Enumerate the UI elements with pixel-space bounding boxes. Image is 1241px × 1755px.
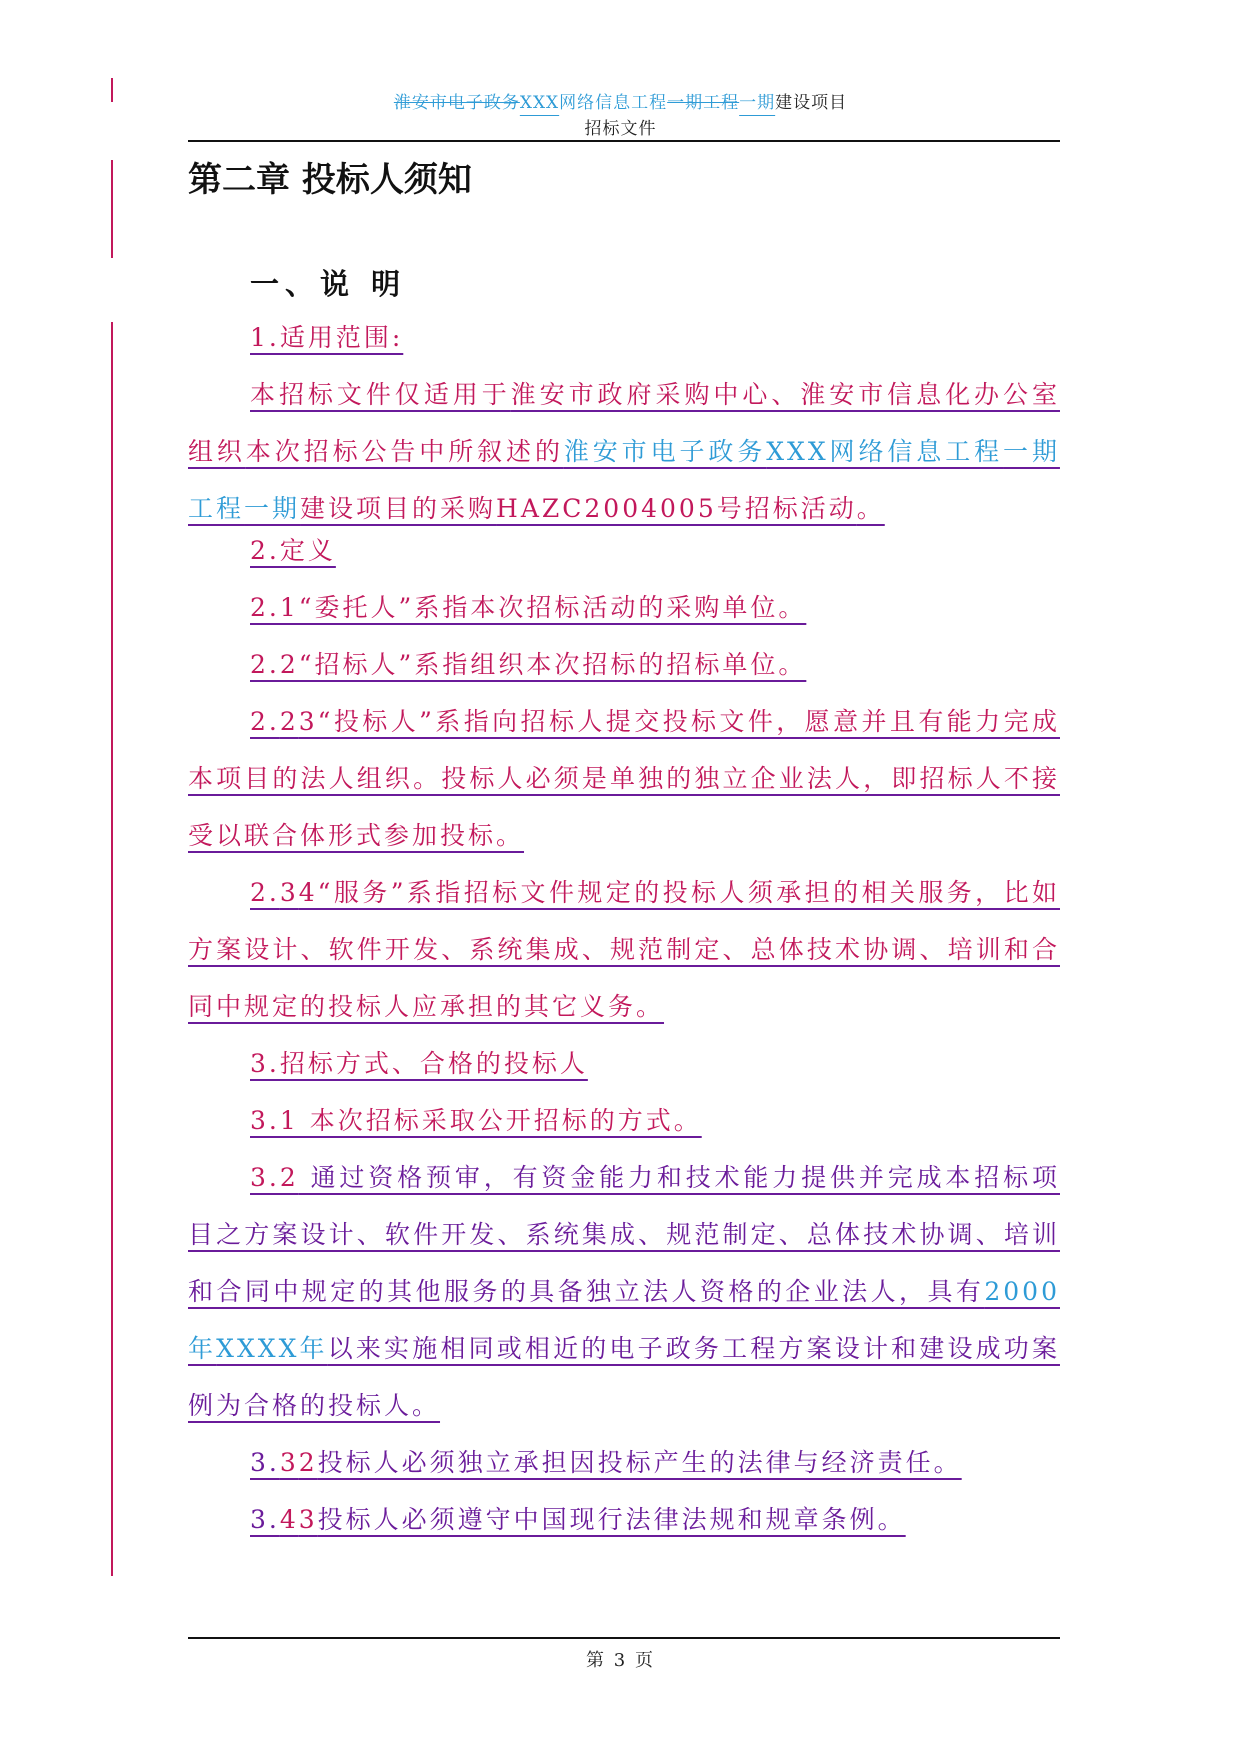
paragraph-scope-heading: 1.适用范围:: [250, 323, 404, 352]
header-inserted-text: XXX: [519, 93, 560, 113]
paragraph-3-3: 3.32投标人必须独立承担因投标产生的法律与经济责任。: [250, 1448, 962, 1477]
paragraph-definition-2-1: 2.1“委托人”系指本次招标活动的采购单位。: [250, 593, 807, 622]
chapter-title: 第二章 投标人须知: [188, 160, 472, 200]
paragraph-definition-2-3: 2.23“投标人”系指向招标人提交投标文件，愿意并且有能力完成本项目的法人组织。投标人必须是单独的独立企业法人，即招标人不接受以联合体形式参加投标。: [188, 707, 1060, 850]
paragraph-3-1: 3.1 本次招标采取公开招标的方式。: [250, 1106, 702, 1135]
paragraph-definition-2-4: 2.34“服务”系指招标文件规定的投标人须承担的相关服务，比如方案设计、软件开发、系统集成、规范制定、总体技术协调、培训和合同中规定的投标人应承担的其它义务。: [188, 878, 1060, 1021]
footer-rule: [188, 1637, 1060, 1639]
header-rule: [188, 140, 1060, 142]
header-inserted-text: 一期: [739, 93, 776, 113]
paragraph-definition-heading: 2.定义: [250, 536, 336, 565]
page-header-subtitle: 招标文件: [584, 119, 657, 139]
page-header-title: [0, 88, 1241, 113]
change-bar: [111, 322, 113, 1576]
header-deleted-text: 一期工程: [667, 93, 740, 113]
paragraph-3-2: 3.2 通过资格预审，有资金能力和技术能力提供并完成本招标项目之方案设计、软件开发、系统集成、规范制定、总体技术协调、培训和合同中规定的其他服务的具备独立法人资格的企业法人，具有2000年XXXX年以来实施相同或相近的电子政务工程方案设计和建设成功案例为合格的投标人。: [188, 1163, 1060, 1420]
header-text: 网络信息工程: [559, 93, 668, 113]
header-text: 建设项目: [775, 93, 848, 113]
paragraph-scope: 本招标文件仅适用于淮安市政府采购中心、淮安市信息化办公室组织本次招标公告中所叙述的淮安市电子政务XXX网络信息工程一期工程一期建设项目的采购HAZC2004005号招标活动。: [188, 380, 1060, 523]
page-number: 第 3 页: [586, 1650, 655, 1671]
paragraph-definition-2-2: 2.2“招标人”系指组织本次招标的招标单位。: [250, 650, 807, 679]
section-title: 一、说 明: [250, 267, 407, 301]
paragraph-bidding-method-heading: 3.招标方式、合格的投标人: [250, 1049, 588, 1078]
paragraph-3-4: 3.43投标人必须遵守中国现行法律法规和规章条例。: [250, 1505, 906, 1534]
change-bar: [111, 160, 113, 258]
header-deleted-text: 淮安市电子政务: [393, 93, 520, 113]
